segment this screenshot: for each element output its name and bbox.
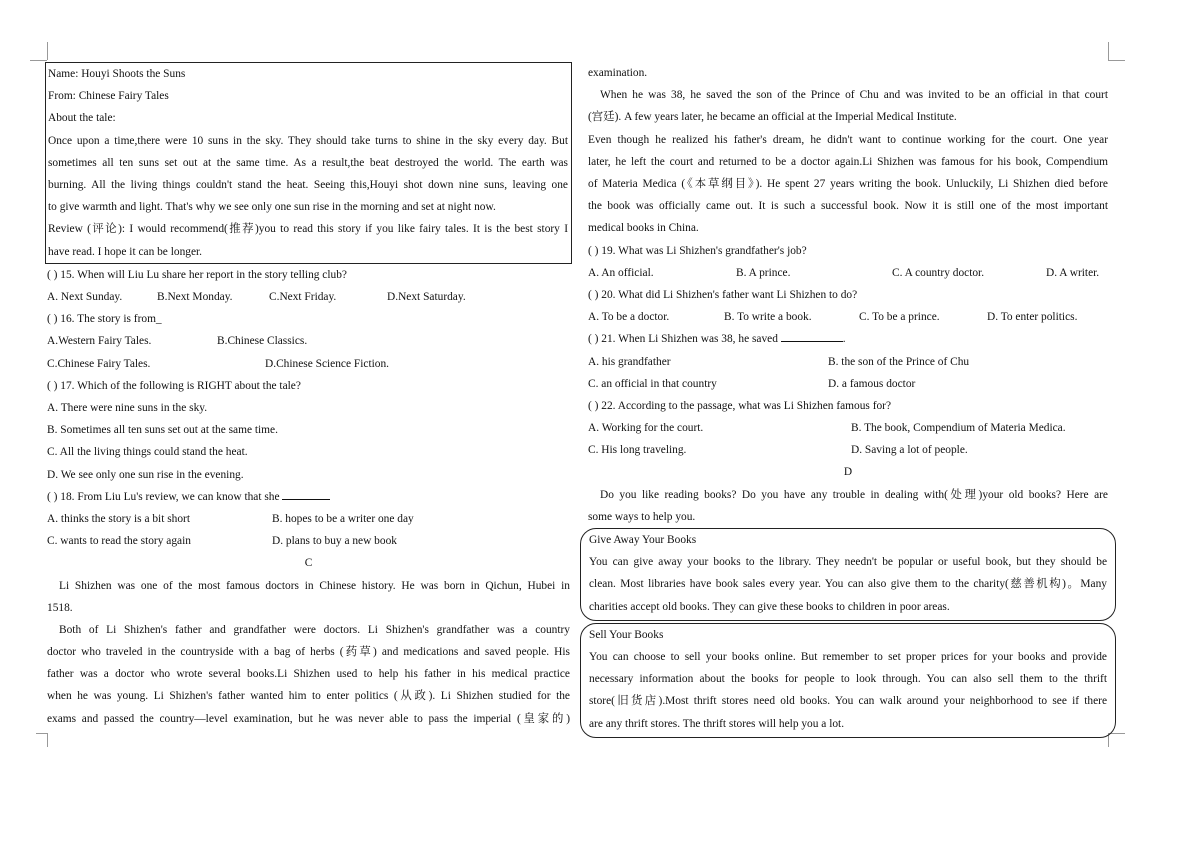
passage-line: father was a doctor who wrote several books.Li Shizhen used to help his father in his medical practice — [47, 668, 570, 681]
option: C.Chinese Fairy Tales. — [47, 357, 151, 370]
passage-line: Both of Li Shizhen's father and grandfather were doctors. Li Shizhen's grandfather was a country — [59, 623, 570, 636]
question-20: ( ) 20. What did Li Shizhen's father want Li Shizhen to do? — [588, 288, 858, 301]
sell-box — [580, 623, 1116, 738]
passage-line: Do you like reading books? Do you have any trouble in dealing with(处理)your old books? Here are — [600, 488, 1108, 501]
question-18-row — [47, 486, 570, 508]
section-heading-d: D — [843, 466, 853, 479]
question-21: ( ) 21. When Li Shizhen was 38, he saved — [588, 333, 778, 346]
option: A.Western Fairy Tales. — [47, 335, 152, 348]
option: D. A writer. — [1046, 266, 1100, 279]
question-22-options — [588, 439, 1108, 461]
question-21-options — [588, 351, 1108, 373]
option: B.Next Monday. — [157, 290, 233, 303]
report-tale-line: burning. All the living things couldn't stand the heat. Seeing this,Houyi shot down nine suns, leaving one — [48, 178, 568, 191]
option: C. All the living things could stand the heat. — [47, 446, 248, 459]
crop-mark-top-left — [47, 42, 48, 60]
option: D. plans to buy a new book — [272, 535, 397, 548]
option: D. To enter politics. — [987, 311, 1078, 324]
passage-line: the book was officially came out. It is such a successful book. Now it is still one of the most important — [588, 200, 1108, 213]
option: D. We see only one sun rise in the evening. — [47, 468, 244, 481]
report-tale-line: to give warmth and light. That's why we see only one sun rise in the morning and set at night now. — [48, 201, 496, 214]
question-22-options — [588, 417, 1108, 439]
option: B. Sometimes all ten suns set out at the same time. — [47, 424, 278, 437]
question-18: ( ) 18. From Liu Lu's review, we can know that she — [47, 490, 280, 503]
question-18-options — [47, 530, 570, 552]
passage-line: of Materia Medica (《本草纲目》). He spent 27 years writing the book. Unluckily, Li Shizhen died before — [588, 177, 1108, 190]
option: C.Next Friday. — [269, 290, 337, 303]
passage-line: examination. — [588, 67, 648, 79]
option: C. wants to read the story again — [47, 535, 191, 548]
report-review-line: have read. I hope it can be longer. — [48, 245, 203, 258]
option: D. Saving a lot of people. — [851, 444, 968, 457]
question-21-options — [588, 373, 1108, 395]
answer-blank — [282, 486, 330, 500]
question-19-options — [588, 262, 1108, 284]
passage-line: medical books in China. — [588, 222, 699, 235]
give-away-box — [580, 528, 1116, 621]
question-21-end: . — [842, 333, 846, 346]
question-15-options — [47, 286, 570, 308]
report-review-line: Review (评论): I would recommend(推荐)you to read this story if you like fairy tales. It is the best story I — [48, 223, 568, 236]
option: D. a famous doctor — [828, 377, 916, 390]
question-16-options — [47, 330, 570, 352]
crop-mark-bottom-left — [47, 733, 48, 747]
option: B. hopes to be a writer one day — [272, 512, 414, 525]
box-line: are any thrift stores. The thrift stores will help you a lot. — [589, 717, 845, 730]
option: B. To write a book. — [724, 311, 812, 324]
crop-mark-top-left-h — [30, 60, 47, 61]
question-15: ( ) 15. When will Liu Lu share her report in the story telling club? — [47, 268, 347, 281]
option: A. Working for the court. — [588, 422, 704, 435]
passage-line: (宫廷). A few years later, he became an official at the Imperial Medical Institute. — [588, 111, 957, 124]
option: A. To be a doctor. — [588, 311, 670, 324]
answer-blank — [781, 328, 843, 342]
box-line: charities accept old books. They can give these books to children in poor areas. — [589, 600, 950, 613]
option: C. His long traveling. — [588, 444, 687, 457]
crop-mark-top-right-h — [1108, 60, 1125, 61]
question-16: ( ) 16. The story is from_ — [47, 313, 162, 326]
report-source: From: Chinese Fairy Tales — [48, 90, 169, 103]
box-heading: Give Away Your Books — [589, 534, 697, 547]
option: A. There were nine suns in the sky. — [47, 401, 208, 414]
option: D.Next Saturday. — [387, 290, 466, 303]
report-about-heading: About the tale: — [48, 112, 116, 125]
question-17: ( ) 17. Which of the following is RIGHT about the tale? — [47, 379, 301, 392]
option: C. an official in that country — [588, 377, 717, 390]
passage-line: some ways to help you. — [588, 510, 696, 523]
book-report-box — [45, 62, 572, 264]
crop-mark-bottom-left-h — [36, 733, 47, 734]
left-column — [47, 62, 570, 730]
question-22: ( ) 22. According to the passage, what was Li Shizhen famous for? — [588, 399, 892, 412]
option: A. An official. — [588, 266, 654, 279]
box-line: necessary information about the books for people to look through. You can also sell them to the thrift — [589, 673, 1107, 686]
passage-line: when he was young. Li Shizhen's father wanted him to enter politics (从政). Li Shizhen studied for the — [47, 690, 570, 703]
passage-line: doctor who traveled in the countryside with a bag of herbs (药草) and medications and saved people. His — [47, 646, 570, 659]
right-column — [588, 62, 1108, 738]
option: B.Chinese Classics. — [217, 335, 308, 348]
report-tale-line: sometimes all ten suns set out at the same time. As a result,the beat destroyed the world. The earth was — [48, 156, 568, 169]
question-21-row — [588, 328, 1108, 350]
passage-line: Li Shizhen was one of the most famous doctors in Chinese history. He was born in Qichun, Hubei in — [59, 579, 570, 592]
box-line: clean. Most libraries have book sales every year. You can also give them to the charity(慈善机构)。Many — [589, 578, 1107, 591]
option: A. Next Sunday. — [47, 290, 123, 303]
question-16-options — [47, 353, 570, 375]
passage-line: Even though he realized his father's dream, he didn't want to continue working for the court. One year — [588, 133, 1108, 146]
box-heading: Sell Your Books — [589, 628, 664, 641]
option: A. his grandfather — [588, 355, 671, 368]
option: B. the son of the Prince of Chu — [828, 355, 970, 368]
option: B. A prince. — [736, 266, 791, 279]
question-20-options — [588, 306, 1108, 328]
report-name: Name: Houyi Shoots the Suns — [48, 68, 186, 80]
option: D.Chinese Science Fiction. — [265, 357, 390, 370]
passage-line: 1518. — [47, 601, 73, 614]
box-line: You can give away your books to the library. They needn't be popular or useful book, but they should be — [589, 556, 1107, 569]
box-line: You can choose to sell your books online. But remember to set proper prices for your books and provide — [589, 651, 1107, 664]
option: C. To be a prince. — [859, 311, 940, 324]
option: A. thinks the story is a bit short — [47, 512, 191, 525]
passage-line: later, he left the court and returned to be a doctor again.Li Shizhen was famous for his book, Compendium — [588, 155, 1108, 168]
option: C. A country doctor. — [892, 266, 985, 279]
option: B. The book, Compendium of Materia Medica. — [851, 422, 1066, 435]
crop-mark-top-right — [1108, 42, 1109, 60]
report-tale-line: Once upon a time,there were 10 suns in the sky. They should take turns to shine in the sky every day. But — [48, 134, 568, 147]
question-18-options — [47, 508, 570, 530]
section-heading-c: C — [304, 557, 313, 570]
question-19: ( ) 19. What was Li Shizhen's grandfather's job? — [588, 244, 807, 257]
passage-line: When he was 38, he saved the son of the Prince of Chu and was invited to be an official in that court — [600, 89, 1108, 102]
passage-line: exams and passed the country—level examination, but he was never able to pass the imperial (皇家的) — [47, 712, 570, 725]
box-line: store(旧货店).Most thrift stores need old books. You can walk around your neighborhood to see if there — [589, 695, 1107, 708]
